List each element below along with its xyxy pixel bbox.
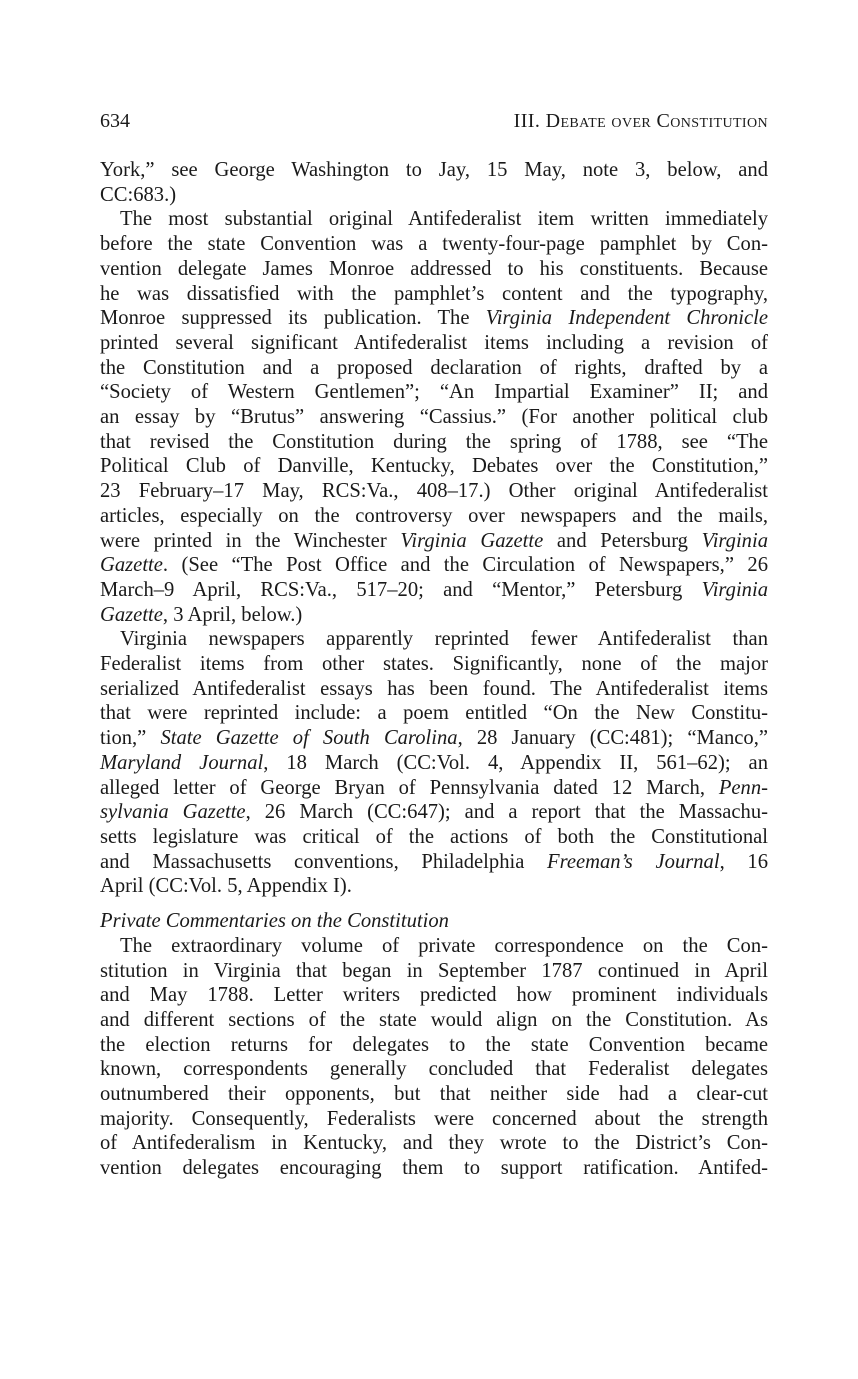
text-line — [100, 751, 768, 776]
text-line: The most substantial original Antifederalist item written immediately — [120, 208, 768, 231]
paragraph-1 — [100, 158, 768, 207]
text-line: majority. Consequently, Federalists were concerned about the strength — [100, 1107, 768, 1130]
text-line: that were reprinted include: a poem entitled “On the New Constitu- — [100, 702, 768, 725]
page-number: 634 — [100, 110, 130, 132]
text-line: Federalist items from other states. Significantly, none of the major — [100, 653, 768, 676]
text-line: an essay by “Brutus” answering “Cassius.” (For another political club — [100, 406, 768, 429]
text-line: that revised the Constitution during the spring of 1788, see “The — [100, 430, 768, 453]
paragraph-4 — [100, 934, 768, 1181]
italic-title: Freeman’s Journal — [547, 850, 720, 873]
text-line: 23 February–17 May, RCS:Va., 408–17.) Other original Antifederalist — [100, 480, 768, 503]
text-run: and Massachusetts conventions, Philadelphia — [100, 850, 548, 873]
italic-title: Gazette — [100, 603, 163, 626]
text-run: , 26 March (CC:647); and a report that the Massachu- — [245, 801, 768, 824]
text-line: he was dissatisfied with the pamphlet’s content and the typography, — [100, 282, 768, 305]
text-line — [100, 553, 768, 578]
italic-title: Virginia — [701, 529, 768, 552]
text-line — [100, 776, 768, 801]
text-run: and Petersburg — [543, 529, 702, 552]
italic-title: Virginia Gazette — [400, 529, 544, 552]
text-line: the Constitution and a proposed declaration of rights, drafted by a — [100, 356, 768, 379]
text-line — [100, 850, 768, 875]
text-line: April (CC:Vol. 5, Appendix I). — [100, 875, 352, 898]
italic-title: Maryland Journal — [100, 751, 264, 774]
text-line: printed several significant Antifederalist items including a revision of — [100, 331, 768, 354]
text-line: vention delegates encouraging them to support ratification. Antifed- — [100, 1157, 768, 1180]
text-line: Virginia newspapers apparently reprinted fewer Antifederalist than — [120, 628, 768, 651]
text-line — [100, 800, 768, 825]
text-run: March–9 April, RCS:Va., 517–20; and “Mentor,” Petersburg — [100, 578, 702, 601]
text-run: were printed in the Winchester — [100, 529, 401, 552]
italic-title: State Gazette of South Carolina — [160, 727, 458, 750]
text-line: vention delegate James Monroe addressed to his constituents. Because — [100, 257, 768, 280]
italic-title: sylvania Gazette — [100, 801, 246, 824]
document-page — [100, 110, 768, 1181]
running-title: III. Debate over Constitution — [513, 110, 768, 132]
text-line: York,” see George Washington to Jay, 15 May, note 3, below, and — [100, 159, 768, 181]
text-run: , 28 January (CC:481); “Manco,” — [457, 727, 768, 750]
text-line: articles, especially on the controversy over newspapers and the mails, — [100, 504, 768, 527]
text-run: alleged letter of George Bryan of Pennsylvania dated 12 March, — [100, 776, 719, 799]
text-line: of Antifederalism in Kentucky, and they wrote to the District’s Con- — [100, 1132, 768, 1155]
text-line — [100, 726, 768, 751]
italic-title: Gazette — [100, 554, 163, 577]
text-run: , 16 — [719, 850, 768, 873]
text-run: , 3 April, below.) — [162, 603, 303, 626]
text-line: and different sections of the state would align on the Constitution. As — [100, 1008, 768, 1031]
text-line: known, correspondents generally concluded that Federalist delegates — [100, 1058, 768, 1081]
section-heading: Private Commentaries on the Constitution — [100, 910, 449, 933]
text-run: Monroe suppressed its publication. The — [100, 307, 486, 330]
text-line — [100, 306, 768, 331]
paragraph-2 — [100, 207, 768, 627]
text-line — [100, 529, 768, 554]
text-line: CC:683.) — [100, 183, 177, 206]
text-line — [100, 578, 768, 603]
text-run: , 18 March (CC:Vol. 4, Appendix II, 561–62); an — [263, 751, 768, 774]
text-line: Political Club of Danville, Kentucky, Debates over the Constitution,” — [100, 455, 768, 478]
text-line — [100, 603, 768, 628]
running-header — [100, 110, 768, 140]
italic-title: Penn- — [718, 776, 768, 799]
text-line: before the state Convention was a twenty-four-page pamphlet by Con- — [100, 233, 768, 256]
text-line: outnumbered their opponents, but that neither side had a clear-cut — [100, 1083, 768, 1106]
italic-title: Virginia Independent Chronicle — [485, 307, 768, 330]
text-line: the election returns for delegates to the state Convention became — [100, 1033, 768, 1056]
text-line: serialized Antifederalist essays has been found. The Antifederalist items — [100, 677, 768, 700]
text-line: setts legislature was critical of the actions of both the Constitutional — [100, 825, 768, 848]
text-run: . (See “The Post Office and the Circulation of Newspapers,” 26 — [162, 554, 768, 577]
italic-title: Virginia — [701, 578, 768, 601]
body-text — [100, 158, 768, 1181]
text-line: The extraordinary volume of private correspondence on the Con- — [120, 934, 768, 957]
text-run: tion,” — [100, 727, 161, 750]
text-line: stitution in Virginia that began in September 1787 continued in April — [100, 959, 768, 982]
text-line: “Society of Western Gentlemen”; “An Impartial Examiner” II; and — [100, 381, 768, 404]
text-line: and May 1788. Letter writers predicted how prominent individuals — [100, 984, 768, 1007]
paragraph-3 — [100, 627, 768, 899]
